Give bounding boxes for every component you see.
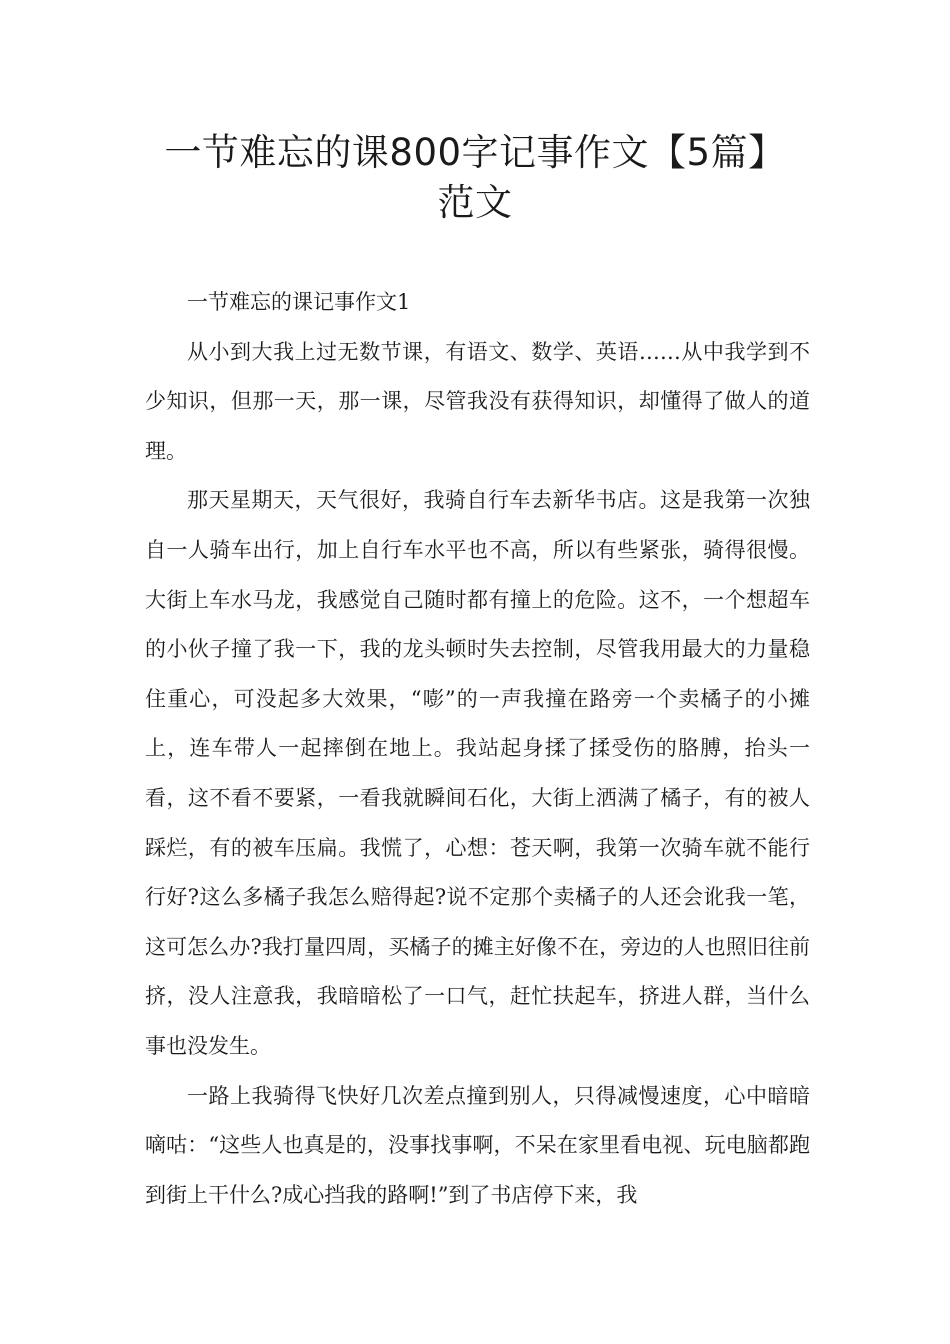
document-title-line-1: 一节难忘的课800字记事作文【5篇】 — [164, 131, 786, 174]
document-body — [145, 278, 810, 1220]
document-title — [120, 128, 830, 228]
paragraph-3: 一路上我骑得飞快好几次差点撞到别人，只得减慢速度，心中暗暗嘀咕：“这些人也真是的，没事找事啊，不呆在家里看电视、玩电脑都跑到街上干什么?成心挡我的路啊!”到了书店停下来，我 — [145, 1083, 810, 1207]
document-title-line-2: 范文 — [437, 181, 513, 224]
section-heading: 一节难忘的课记事作文1 — [187, 290, 411, 314]
paragraph-2: 那天星期天，天气很好，我骑自行车去新华书店。这是我第一次独自一人骑车出行，加上自行车水平也不高，所以有些紧张，骑得很慢。大街上车水马龙，我感觉自己随时都有撞上的危险。这不，一个想超车的小伙子撞了我一下，我的龙头顿时失去控制，尽管我用最大的力量稳住重心，可没起多大效果，“嘭”的一声我撞在路旁一个卖橘子的小摊上，连车带人一起摔倒在地上。我站起身揉了揉受伤的胳膊，抬头一看，这不看不要紧，一看我就瞬间石化，大街上洒满了橘子，有的被人踩烂，有的被车压扁。我慌了，心想：苍天啊，我第一次骑车就不能行行好?这么多橘子我怎么赔得起?说不定那个卖橘子的人还会讹我一笔，这可怎么办?我打量四周，买橘子的摊主好像不在，旁边的人也照旧往前挤，没人注意我，我暗暗松了一口气，赶忙扶起车，挤进人群，当什么事也没发生。 — [145, 488, 810, 1058]
paragraph-1: 从小到大我上过无数节课，有语文、数学、英语……从中我学到不少知识，但那一天，那一课，尽管我没有获得知识，却懂得了做人的道理。 — [145, 339, 810, 463]
